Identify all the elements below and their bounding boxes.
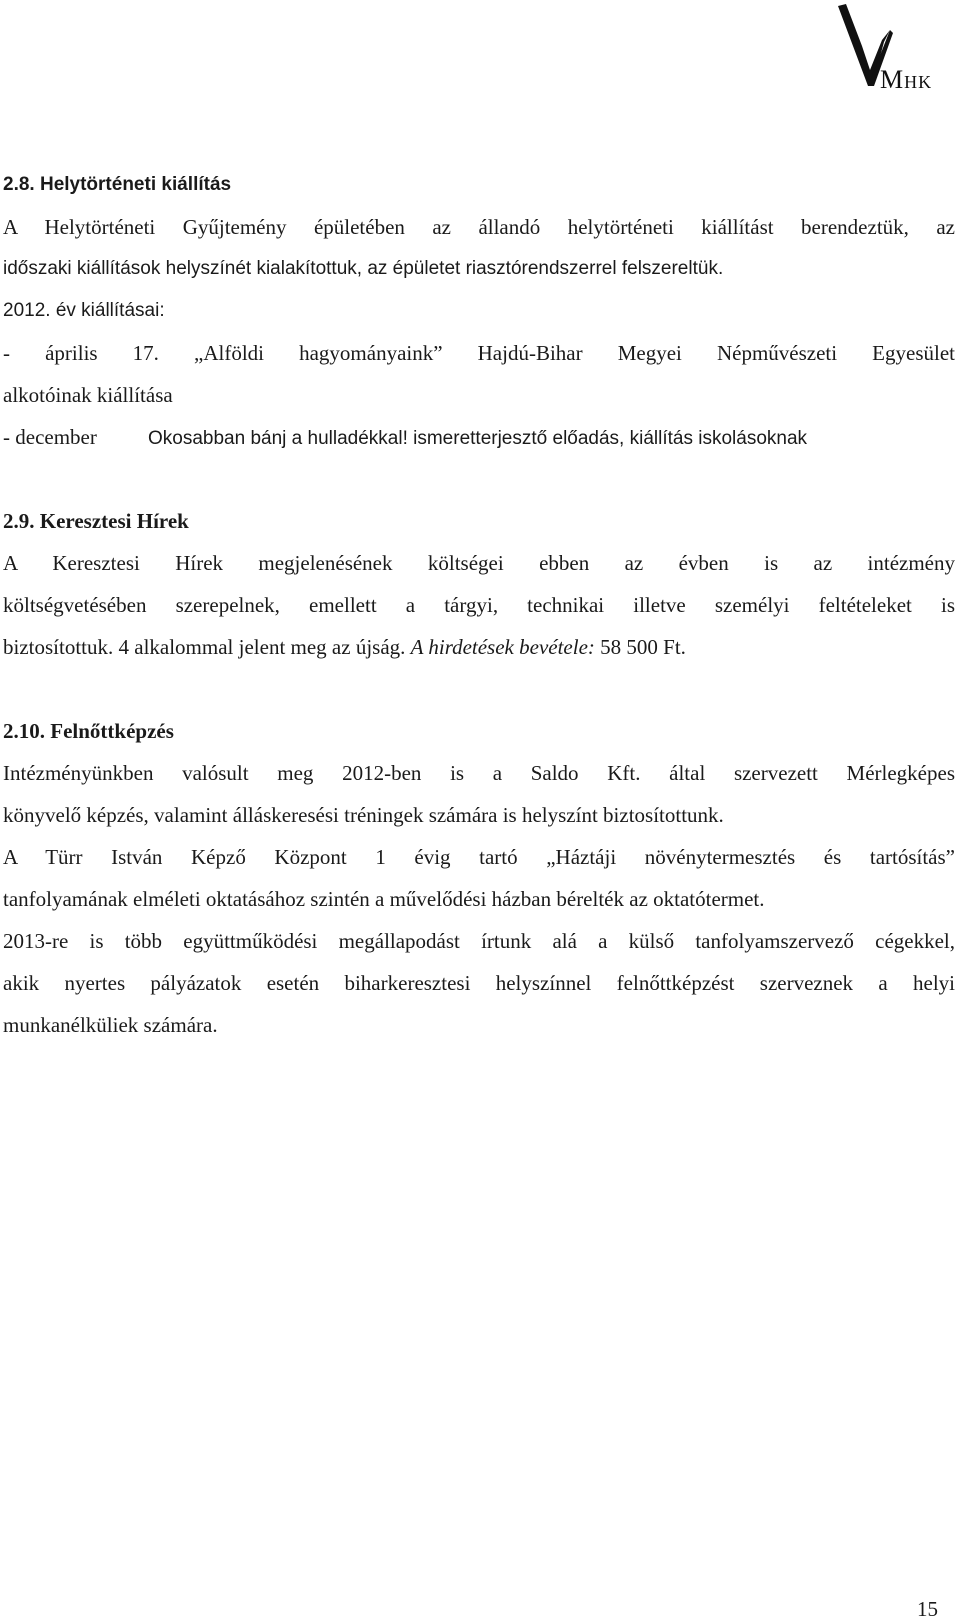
- logo-text: MHK: [880, 65, 933, 94]
- vmhk-logo: [830, 0, 960, 100]
- section-heading-2-8: 2.8. Helytörténeti kiállítás: [3, 174, 232, 195]
- page-number: 15: [917, 1597, 938, 1621]
- section-heading-2-9: 2.9. Keresztesi Hírek: [3, 509, 189, 533]
- ad-revenue-label: A hirdetések bevétele:: [410, 635, 595, 659]
- text-plain: biztosítottuk. 4 alkalommal jelent meg az újság.: [3, 635, 411, 659]
- section-heading-2-10: 2.10. Felnőttképzés: [3, 719, 174, 743]
- ad-revenue-value: 58 500 Ft.: [594, 635, 686, 659]
- exhibition-item-december: [3, 424, 955, 452]
- paragraph-line: időszaki kiállítások helyszínét kialakítottuk, az épületet riasztórendszerrel felszereltük.: [3, 258, 724, 279]
- exhibition-item-line: alkotóinak kiállítása: [3, 383, 173, 407]
- paragraph-line: tanfolyamának elméleti oktatásához szintén a művelődési házban bérelték az oktatótermet.: [3, 887, 765, 911]
- exhibition-item-line: - április 17. „Alföldi hagyományaink” Hajdú-Bihar Megyei Népművészeti Egyesület: [3, 341, 955, 365]
- paragraph-line: Intézményünkben valósult meg 2012-ben is a Saldo Kft. által szervezett Mérlegképes: [3, 761, 955, 785]
- paragraph-line: [3, 634, 955, 660]
- paragraph-line: könyvelő képzés, valamint álláskeresési tréningek számára is helyszínt biztosítottunk.: [3, 803, 724, 827]
- paragraph-line: munkanélküliek számára.: [3, 1013, 218, 1037]
- exhibition-date: - december: [3, 425, 97, 449]
- paragraph-line: költségvetésében szerepelnek, emellett a tárgyi, technikai illetve személyi feltételeket is: [3, 593, 955, 617]
- paragraph-line: 2013-re is több együttműködési megállapodást írtunk alá a külső tanfolyamszervező cégekkel,: [3, 929, 955, 953]
- exhibition-description: Okosabban bánj a hulladékkal! ismeretterjesztő előadás, kiállítás iskolásoknak: [148, 428, 808, 449]
- exhibitions-year-label: 2012. év kiállításai:: [3, 300, 165, 321]
- paragraph-line: akik nyertes pályázatok esetén biharkeresztesi helyszínnel felnőttképzést szerveznek a helyi: [3, 971, 955, 995]
- paragraph-line: A Türr István Képző Központ 1 évig tartó „Háztáji növénytermesztés és tartósítás”: [3, 845, 955, 869]
- paragraph-line: A Helytörténeti Gyűjtemény épületében az állandó helytörténeti kiállítást berendeztük, az: [3, 215, 955, 239]
- paragraph-line: A Keresztesi Hírek megjelenésének költségei ebben az évben is az intézmény: [3, 551, 955, 575]
